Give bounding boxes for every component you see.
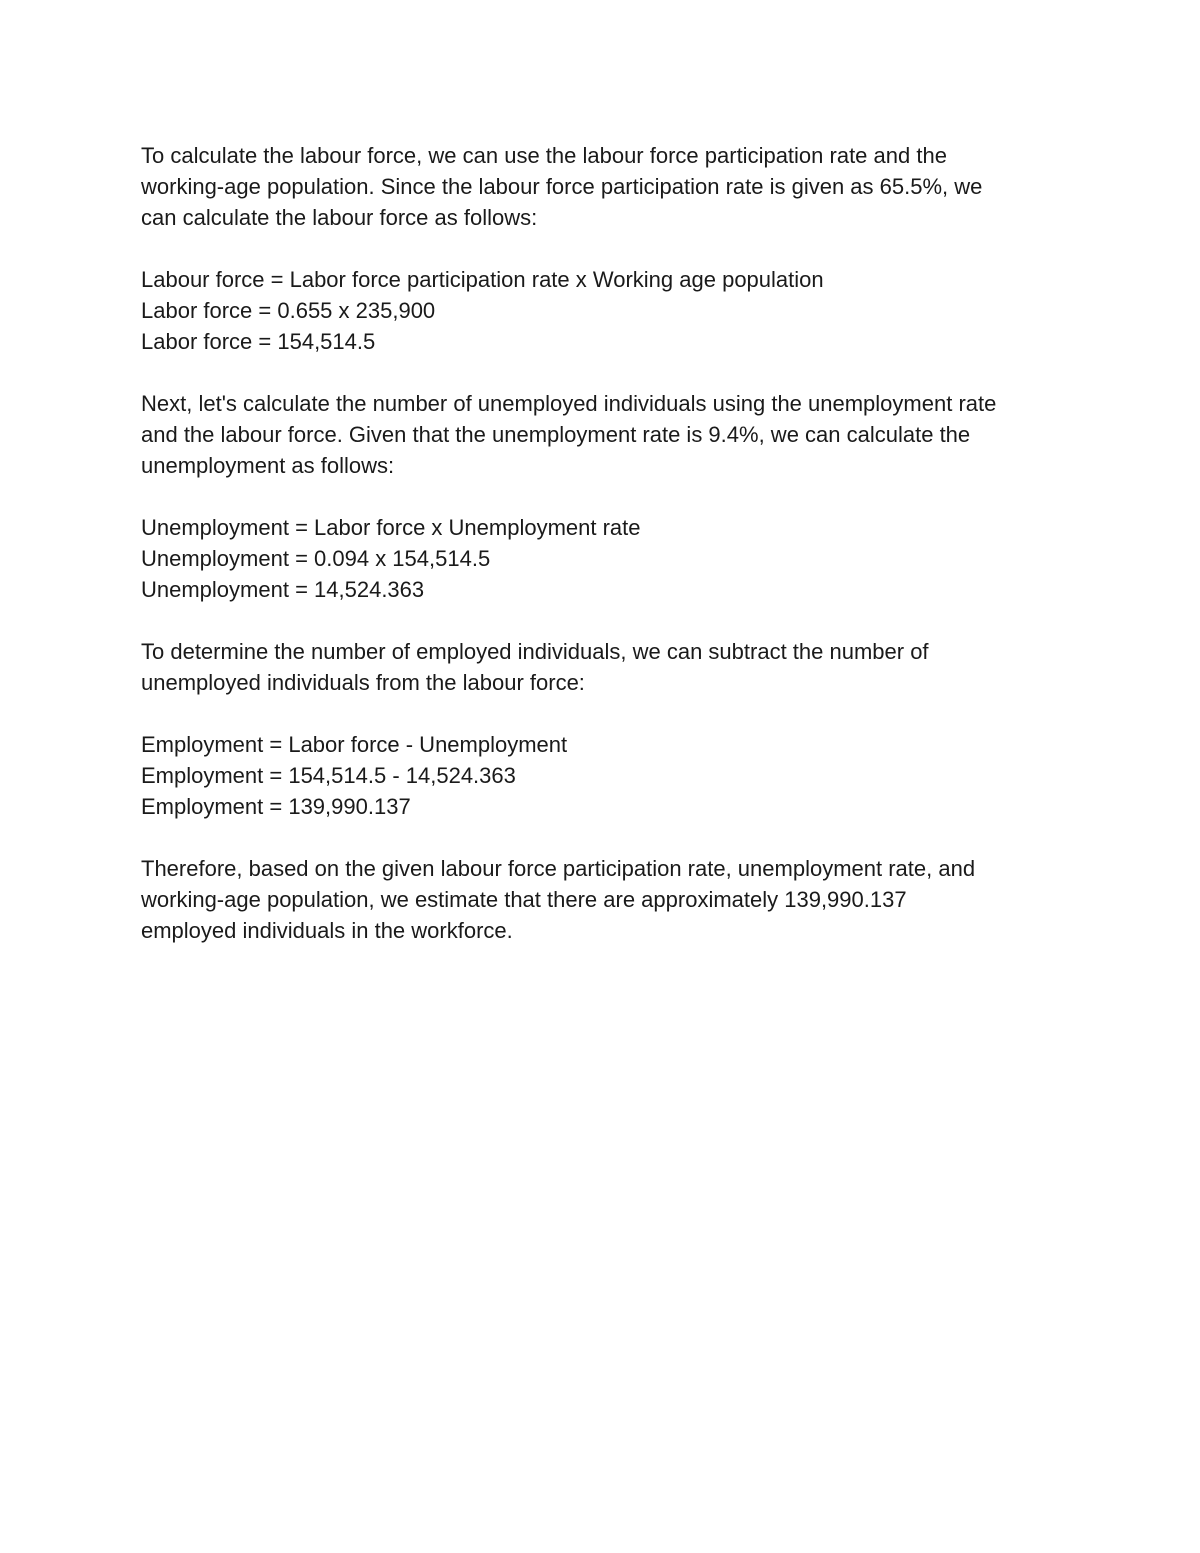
text-line: and the labour force. Given that the unemployment rate is 9.4%, we can calculate the [141,422,971,447]
paragraph-conclusion [141,853,1081,946]
paragraph-employment-intro [141,636,1081,698]
formula-line: Unemployment = 14,524.363 [141,577,425,602]
formula-line: Employment = 154,514.5 - 14,524.363 [141,763,516,788]
formula-line: Employment = 139,990.137 [141,794,411,819]
text-line: working-age population, we estimate that there are approximately 139,990.137 [141,887,907,912]
formula-line: Labor force = 0.655 x 235,900 [141,298,436,323]
formula-line: Unemployment = Labor force x Unemployment rate [141,515,641,540]
formula-line: Employment = Labor force - Unemployment [141,732,568,757]
text-line: unemployment as follows: [141,453,395,478]
text-line: unemployed individuals from the labour force: [141,670,585,695]
formula-unemployment [141,512,1081,605]
text-line: Therefore, based on the given labour force participation rate, unemployment rate, and [141,856,976,881]
paragraph-unemployment-intro [141,388,1081,481]
formula-employment [141,729,1081,822]
text-line: can calculate the labour force as follows: [141,205,538,230]
text-line: employed individuals in the workforce. [141,918,513,943]
text-line: working-age population. Since the labour force participation rate is given as 65.5%, we [141,174,983,199]
formula-labour-force [141,264,1081,357]
formula-line: Unemployment = 0.094 x 154,514.5 [141,546,491,571]
paragraph-intro [141,140,1081,233]
formula-line: Labor force = 154,514.5 [141,329,376,354]
text-line: To determine the number of employed individuals, we can subtract the number of [141,639,929,664]
document-body [141,140,1081,977]
text-line: To calculate the labour force, we can use the labour force participation rate and the [141,143,947,168]
formula-line: Labour force = Labor force participation rate x Working age population [141,267,824,292]
text-line: Next, let's calculate the number of unemployed individuals using the unemployment rate [141,391,997,416]
